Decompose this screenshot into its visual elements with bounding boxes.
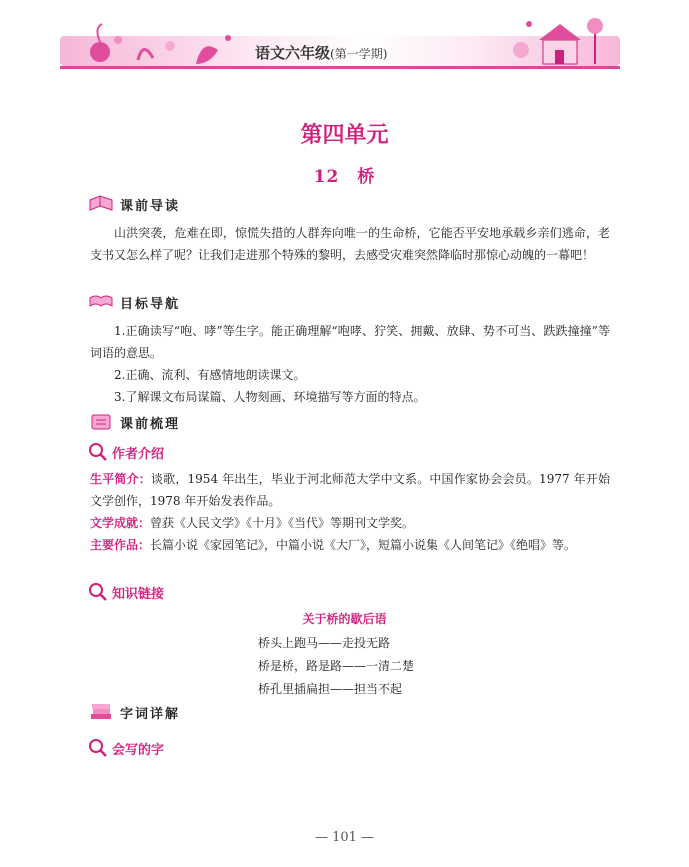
unit-title: 第四单元 — [300, 122, 389, 148]
subsection-label: 知识链接 — [112, 586, 165, 602]
book-title-sub: (第一学期) — [330, 47, 388, 61]
subsection-label: 会写的字 — [112, 742, 165, 758]
author-achievement — [90, 512, 610, 534]
magnifier-icon — [88, 738, 108, 758]
subsection-label: 作者介绍 — [112, 446, 165, 462]
magnifier-icon — [88, 582, 108, 602]
book-title — [255, 42, 387, 63]
achievement-text: 曾获《人民文学》《十月》《当代》等期刊文学奖。 — [150, 516, 415, 530]
notebook-icon — [88, 412, 114, 432]
author-works — [90, 534, 610, 556]
section-pre-class — [88, 412, 180, 432]
lesson-title: 12 桥 — [313, 167, 376, 187]
achievement-key: 文学成就： — [90, 516, 151, 530]
magnifier-icon — [88, 442, 108, 462]
subsection-writing-chars — [88, 738, 164, 758]
author-bio — [90, 468, 610, 512]
section-preview-reading — [88, 194, 180, 214]
bio-key: 生平简介： — [90, 472, 151, 486]
page-header — [0, 0, 689, 80]
section-label: 字词详解 — [120, 706, 181, 722]
goal-item: 3.了解课文布局谋篇、人物刻画、环境描写等方面的特点。 — [114, 390, 426, 404]
goal-item: 1.正确读写“咆、哮”等生字。能正确理解“咆哮、狞笑、拥戴、放肆、势不可当、跌跌撞撞”等词语的意思。 — [90, 324, 610, 360]
knowledge-line: 桥孔里插扁担——担当不起 — [258, 682, 403, 696]
section-label: 课前梳理 — [120, 416, 181, 432]
page-number: — 101 — — [314, 830, 375, 845]
subsection-author — [88, 442, 164, 462]
knowledge-line: 桥头上跑马——走投无路 — [258, 636, 391, 650]
knowledge-title: 关于桥的歇后语 — [302, 612, 387, 626]
house-decoration-right — [505, 10, 615, 70]
books-stack-icon — [88, 702, 114, 722]
knowledge-line: 桥是桥，路是路——一清二楚 — [258, 659, 415, 673]
section-label: 目标导航 — [120, 296, 181, 312]
works-key: 主要作品： — [90, 538, 151, 552]
section-goals — [88, 292, 180, 312]
works-text: 长篇小说《家园笔记》，中篇小说《大厂》，短篇小说集《人间笔记》《绝唱》等。 — [150, 538, 577, 552]
subsection-knowledge — [88, 582, 164, 602]
flower-decoration-left — [78, 20, 238, 70]
book-title-main: 语文六年级 — [255, 44, 331, 62]
section-label: 课前导读 — [120, 198, 181, 214]
book-icon — [88, 194, 114, 214]
goal-item: 2.正确、流利、有感情地朗读课文。 — [114, 368, 306, 382]
bio-text: 谈歌，1954 年出生，毕业于河北师范大学中文系。中国作家协会会员。1977 年开始文学创作，1978 年开始发表作品。 — [90, 472, 610, 508]
preview-reading-text: 山洪突袭，危难在即，惊慌失措的人群奔向唯一的生命桥，它能否平安地承载乡亲们逃命，老支书又怎么样了呢？让我们走进那个特殊的黎明，去感受灾难突然降临时那惊心动魄的一幕吧！ — [90, 226, 610, 262]
open-book-icon — [88, 292, 114, 312]
section-word-detail — [88, 702, 180, 722]
